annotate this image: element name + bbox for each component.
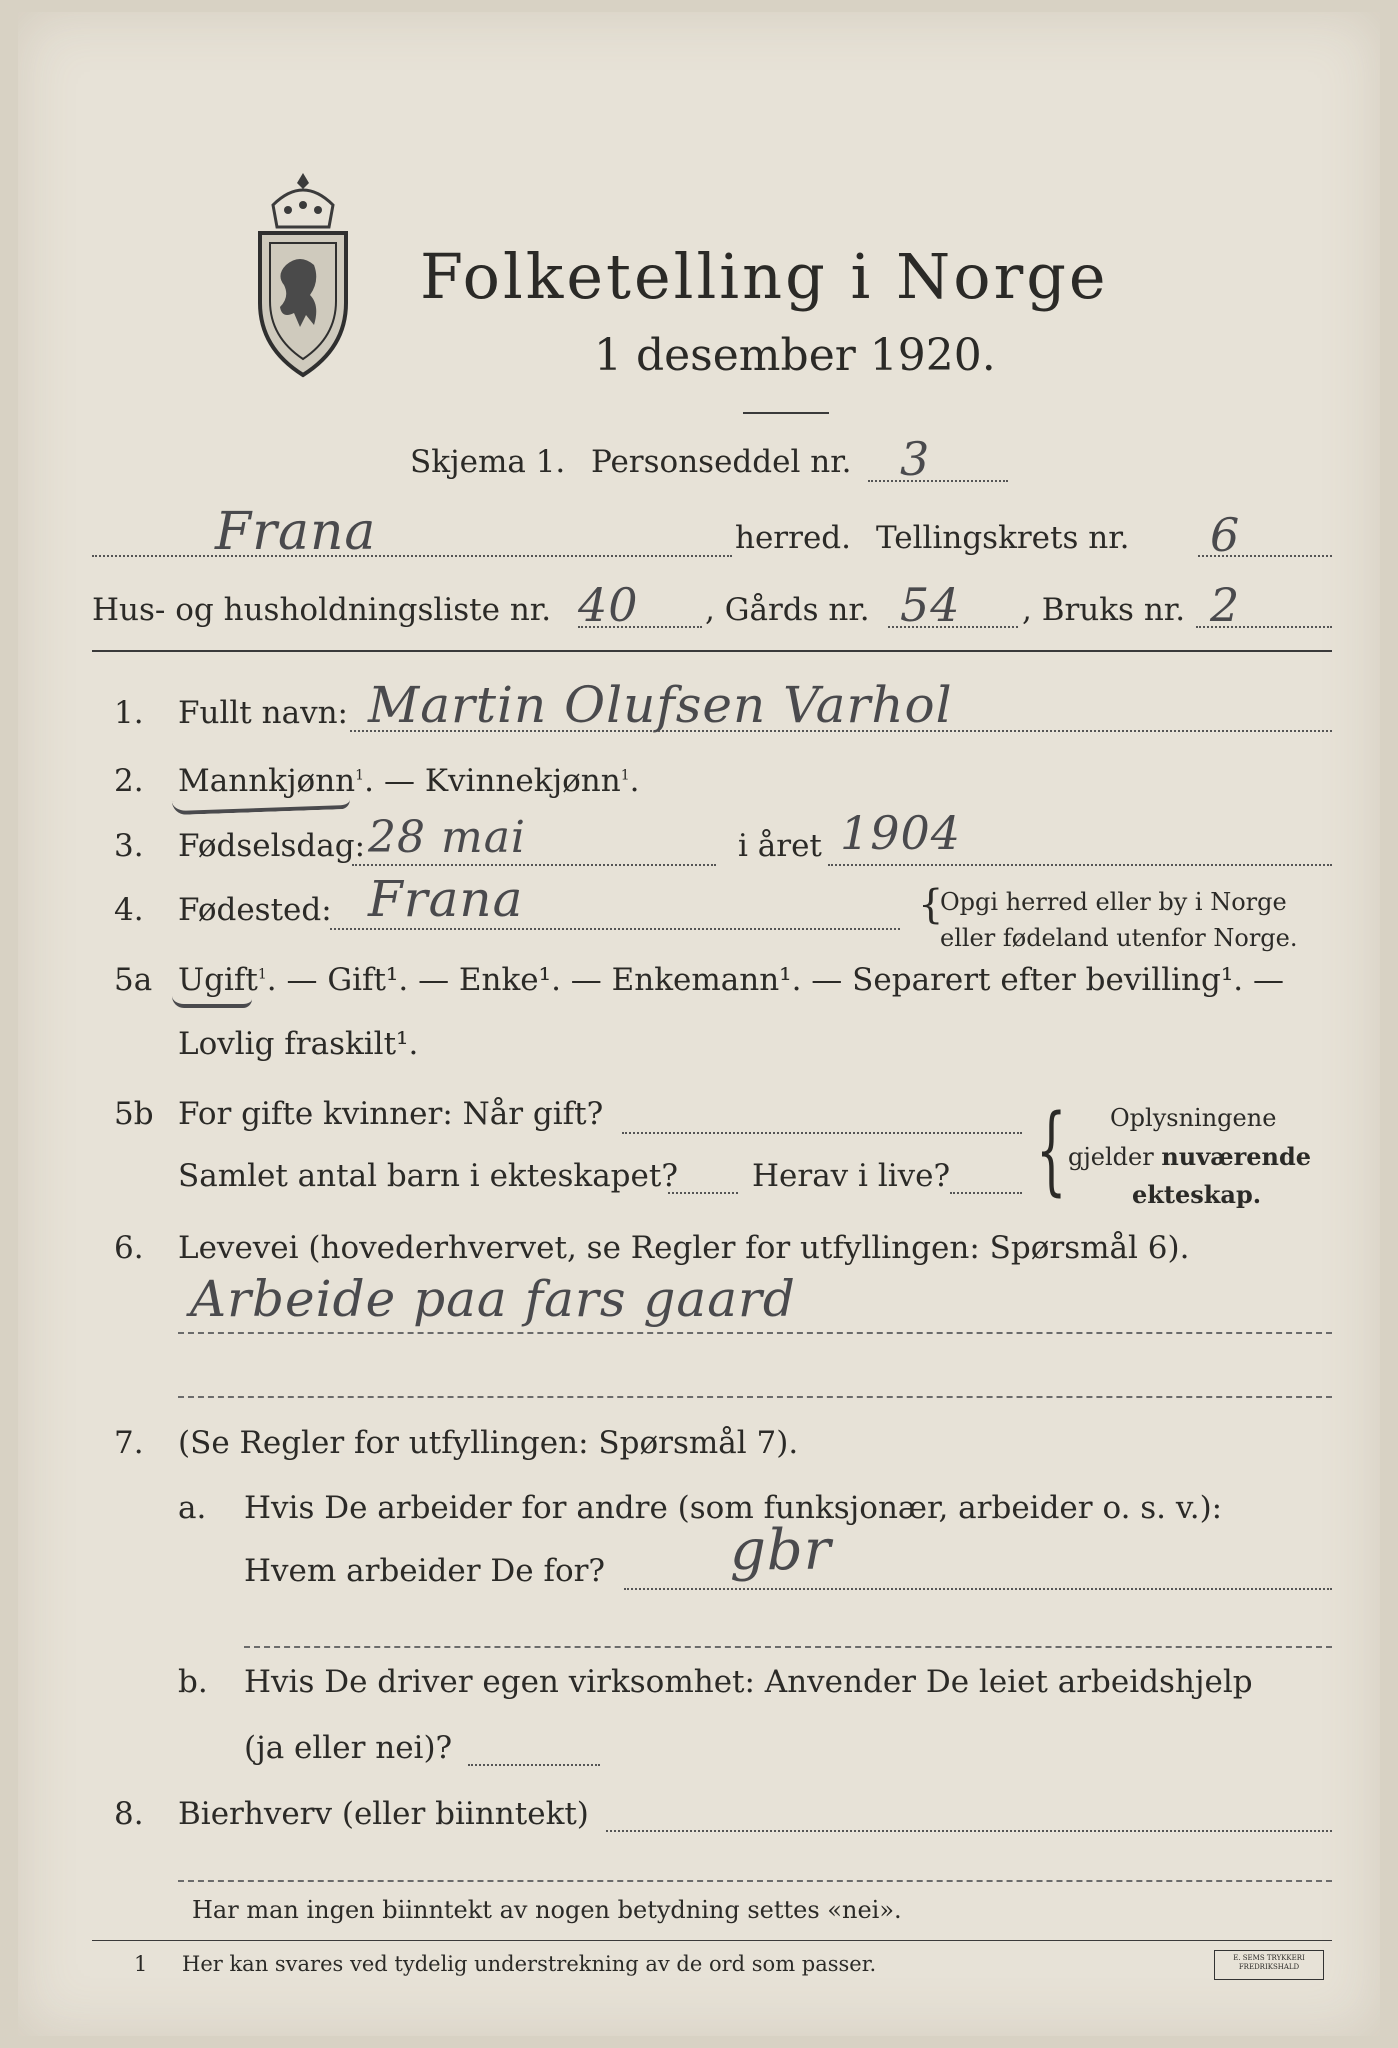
q7a-label: Hvis De arbeider for andre (som funksjonær, arbeider o. s. v.): [244,1490,1223,1526]
side-income-field-line-2 [178,1880,1332,1882]
q8-number: 8. [114,1796,144,1832]
q7a-employer-label: Hvem arbeider De for? [244,1553,606,1589]
q5b-children-label: Samlet antal barn i ekteskapet? [178,1158,678,1194]
bruks-label: , Bruks nr. [1022,592,1186,628]
marital-status-options[interactable]: Ugift$^1$. — Gift¹. — Enke¹. — Enkemann¹. — Separert efter bevilling¹. — [178,962,1284,998]
footer-divider [92,1940,1332,1941]
marital-divorced-option[interactable]: Lovlig fraskilt¹. [178,1026,419,1062]
q5b-note-brace: { [1036,1094,1067,1206]
unmarried-underline-mark [172,996,252,1008]
husholdning-value[interactable]: 40 [578,578,639,632]
q7-label: (Se Regler for utfyllingen: Spørsmål 7). [178,1425,799,1461]
gender-female-option[interactable]: — Kvinnekjønn$^1$. [384,763,640,799]
gards-value[interactable]: 54 [900,578,961,632]
children-count-field-line [668,1192,738,1194]
header-divider [92,650,1332,652]
q8-label: Bierhverv (eller biinntekt) [178,1796,589,1832]
personseddel-label: Personseddel nr. [591,444,852,480]
marital-other-options[interactable]: — Gift¹. — Enke¹. — Enkemann¹. — Separert efter bevilling¹. — [286,962,1284,998]
birthday-field-line [352,864,716,866]
q6-number: 6. [114,1230,144,1266]
hired-help-field-line [468,1764,600,1766]
married-when-field-line [622,1132,1022,1134]
q4-number: 4. [114,892,144,928]
q4-note-line2: eller fødeland utenfor Norge. [940,924,1298,952]
employer-field-line-2 [244,1646,1332,1648]
birthday-value[interactable]: 28 mai [368,812,527,863]
q3-number: 3. [114,828,144,864]
personseddel-field-line [868,480,1008,482]
gender-male-option[interactable]: Mannkjønn$^1$. [178,763,374,799]
title-divider [743,412,829,414]
q5b-number: 5b [114,1096,154,1132]
census-form-page [18,12,1380,2036]
herred-label: herred. [735,520,851,556]
employer-value[interactable]: gbr [730,1518,832,1583]
q4-label: Fødested: [178,892,332,928]
census-date: 1 desember 1920. [594,330,996,381]
side-income-field-line [606,1830,1332,1832]
q7b-letter: b. [178,1664,208,1700]
q5b-alive-label: Herav i live? [752,1158,951,1194]
q5b-married-label: For gifte kvinner: Når gift? [178,1096,604,1132]
birthyear-value[interactable]: 1904 [840,806,962,860]
birthplace-field-line [330,928,900,930]
q1-label: Fullt navn: [178,695,348,731]
q5b-note-line2: gjelder nuværende [1068,1142,1312,1171]
q3-label: Fødselsdag: [178,828,366,864]
tellingskrets-value[interactable]: 6 [1210,508,1241,562]
q7b-label: Hvis De driver egen virksomhet: Anvender De leiet arbeidshjelp [244,1664,1253,1700]
q7a-letter: a. [178,1490,207,1526]
footnote-number: 1 [134,1952,148,1976]
printer-stamp: E. SEMS TRYKKERI FREDRIKSHALD [1214,1950,1324,1980]
herred-field-line [92,555,732,557]
q6-label: Levevei (hovederhvervet, se Regler for utfyllingen: Spørsmål 6). [178,1230,1190,1266]
q5b-note-line1: Oplysningene [1110,1104,1277,1132]
q5b-note-line3: ekteskap. [1132,1180,1262,1209]
personseddel-value[interactable]: 3 [900,432,931,486]
form-title: Folketelling i Norge [420,240,1109,313]
husholdning-label: Hus- og husholdningsliste nr. [92,592,552,628]
full-name-value[interactable]: Martin Olufsen Varhol [368,676,953,734]
q4-note-brace: { [918,882,944,928]
coat-of-arms-icon [248,165,358,380]
occupation-field-line-2 [178,1396,1332,1398]
q7b-yesno-label: (ja eller nei)? [244,1730,453,1766]
q3-year-label: i året [738,828,822,864]
employer-field-line [624,1588,1332,1590]
q1-number: 1. [114,695,144,731]
tellingskrets-label: Tellingskrets nr. [876,520,1130,556]
q5a-number: 5a [114,962,153,998]
q7-number: 7. [114,1425,144,1461]
occupation-value[interactable]: Arbeide paa fars gaard [190,1270,796,1328]
bruks-value[interactable]: 2 [1210,578,1241,632]
footnote-text: Her kan svares ved tydelig understrekning av de ord som passer. [182,1952,877,1976]
children-alive-field-line [950,1192,1022,1194]
q2-number: 2. [114,763,144,799]
herred-value[interactable]: Frana [215,502,377,562]
income-note: Har man ingen biinntekt av nogen betydning settes «nei». [192,1896,902,1924]
gards-label: , Gårds nr. [705,592,870,628]
marital-unmarried-option[interactable]: Ugift [178,962,258,998]
q4-note-line1: Opgi herred eller by i Norge [940,888,1287,916]
birthyear-field-line [828,864,1332,866]
birthplace-value[interactable]: Frana [368,870,524,928]
occupation-field-line [178,1332,1332,1334]
skjema-label: Skjema 1. [410,444,566,480]
